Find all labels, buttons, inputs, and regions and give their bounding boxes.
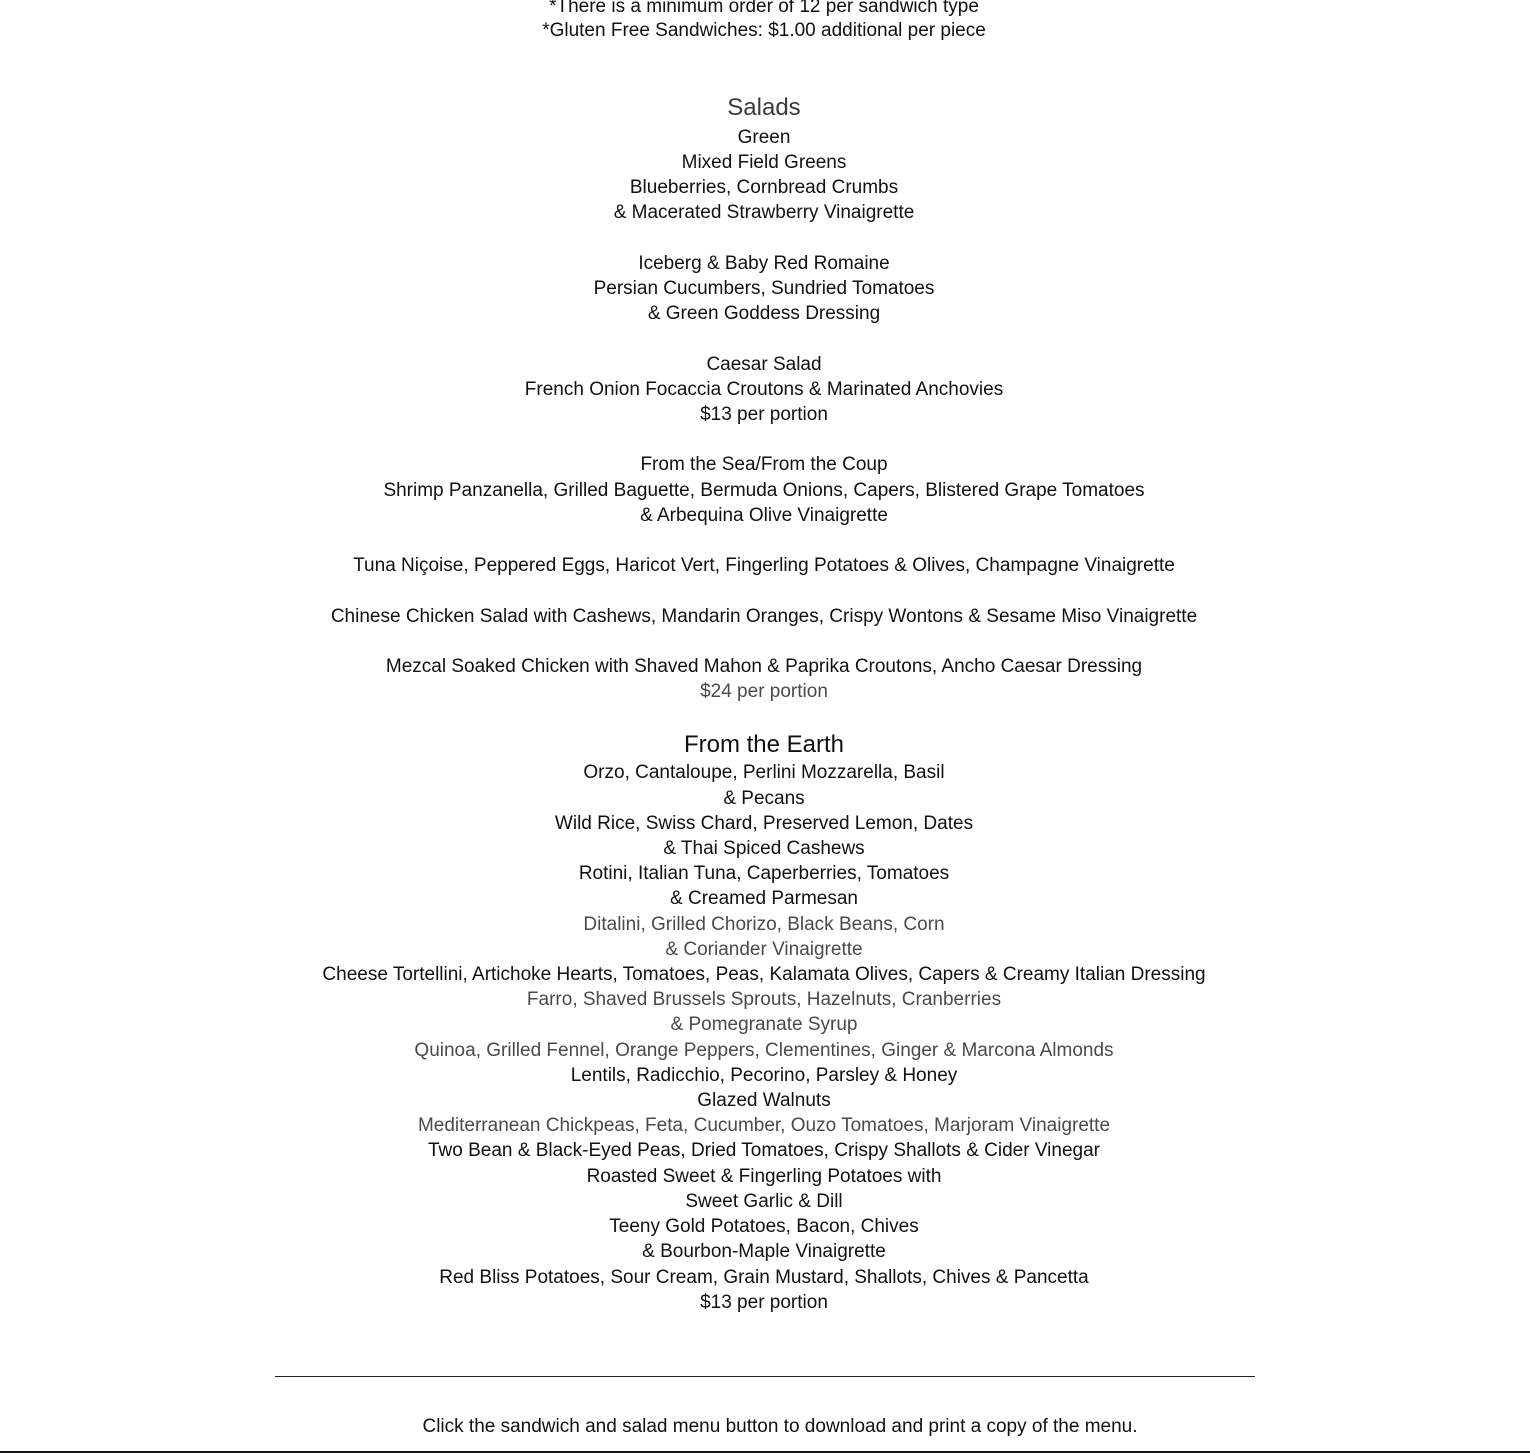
- earth-item: Lentils, Radicchio, Pecorino, Parsley & Honey: [570, 1065, 958, 1086]
- earth-item: Roasted Sweet & Fingerling Potatoes with: [586, 1166, 942, 1187]
- chinese-chicken-salad: Chinese Chicken Salad with Cashews, Mandarin Oranges, Crispy Wontons & Sesame Miso Vinaigrette: [330, 606, 1198, 627]
- earth-heading: From the Earth: [683, 731, 845, 758]
- earth-item: Red Bliss Potatoes, Sour Cream, Grain Mustard, Shallots, Chives & Pancetta: [439, 1267, 1089, 1288]
- sea-coup-subheading: From the Sea/From the Coup: [640, 454, 888, 475]
- iceberg-desc-1: Persian Cucumbers, Sundried Tomatoes: [593, 278, 935, 299]
- caesar-desc: French Onion Focaccia Croutons & Marinated Anchovies: [524, 379, 1004, 400]
- earth-item: & Bourbon-Maple Vinaigrette: [642, 1241, 886, 1262]
- gluten-free-note: *Gluten Free Sandwiches: $1.00 additional per piece: [542, 20, 986, 41]
- earth-item: Glazed Walnuts: [697, 1090, 831, 1111]
- section-divider: [275, 1376, 1255, 1377]
- earth-item: & Pomegranate Syrup: [670, 1014, 858, 1035]
- earth-item: Wild Rice, Swiss Chard, Preserved Lemon, Dates: [554, 813, 974, 834]
- caesar-salad: Caesar Salad: [706, 354, 822, 375]
- green-subheading: Green: [737, 127, 791, 148]
- mezcal-chicken: Mezcal Soaked Chicken with Shaved Mahon & Paprika Croutons, Ancho Caesar Dressing: [385, 656, 1143, 677]
- shrimp-panzanella: Shrimp Panzanella, Grilled Baguette, Bermuda Onions, Capers, Blistered Grape Tomatoes: [383, 480, 1145, 501]
- iceberg-salad: Iceberg & Baby Red Romaine: [638, 253, 890, 274]
- earth-item: Cheese Tortellini, Artichoke Hearts, Tomatoes, Peas, Kalamata Olives, Capers & Creamy Italian Dressing: [322, 964, 1206, 985]
- earth-price: $13 per portion: [700, 1292, 828, 1313]
- earth-item: Quinoa, Grilled Fennel, Orange Peppers, Clementines, Ginger & Marcona Almonds: [414, 1040, 1114, 1061]
- earth-item: Two Bean & Black-Eyed Peas, Dried Tomatoes, Crispy Shallots & Cider Vinegar: [427, 1140, 1100, 1161]
- earth-item: Teeny Gold Potatoes, Bacon, Chives: [609, 1216, 919, 1237]
- tuna-nicoise: Tuna Niçoise, Peppered Eggs, Haricot Vert, Fingerling Potatoes & Olives, Champagne Vinaigrette: [353, 555, 1175, 576]
- earth-item: & Pecans: [723, 788, 805, 809]
- earth-item: Farro, Shaved Brussels Sprouts, Hazelnuts, Cranberries: [526, 989, 1002, 1010]
- green-price: $13 per portion: [700, 404, 828, 425]
- iceberg-desc-2: & Green Goddess Dressing: [647, 303, 881, 324]
- mixed-field-greens-desc-1: Blueberries, Cornbread Crumbs: [629, 177, 899, 198]
- sea-coup-price: $24 per portion: [700, 681, 828, 702]
- earth-item: & Coriander Vinaigrette: [665, 939, 863, 960]
- earth-item: Orzo, Cantaloupe, Perlini Mozzarella, Basil: [583, 762, 945, 783]
- mixed-field-greens-desc-2: & Macerated Strawberry Vinaigrette: [613, 202, 915, 223]
- mixed-field-greens: Mixed Field Greens: [681, 152, 847, 173]
- shrimp-panzanella-desc: & Arbequina Olive Vinaigrette: [640, 505, 888, 526]
- download-menu-note: Click the sandwich and salad menu button to download and print a copy of the menu.: [422, 1416, 1138, 1437]
- salads-heading: Salads: [727, 94, 801, 121]
- minimum-order-note: *There is a minimum order of 12 per sandwich type: [549, 0, 979, 17]
- earth-item: & Thai Spiced Cashews: [663, 838, 865, 859]
- earth-item: Rotini, Italian Tuna, Caperberries, Tomatoes: [578, 863, 950, 884]
- earth-item: Sweet Garlic & Dill: [685, 1191, 843, 1212]
- earth-item: Mediterranean Chickpeas, Feta, Cucumber, Ouzo Tomatoes, Marjoram Vinaigrette: [417, 1115, 1111, 1136]
- earth-item: Ditalini, Grilled Chorizo, Black Beans, Corn: [583, 914, 945, 935]
- earth-item: & Creamed Parmesan: [670, 888, 858, 909]
